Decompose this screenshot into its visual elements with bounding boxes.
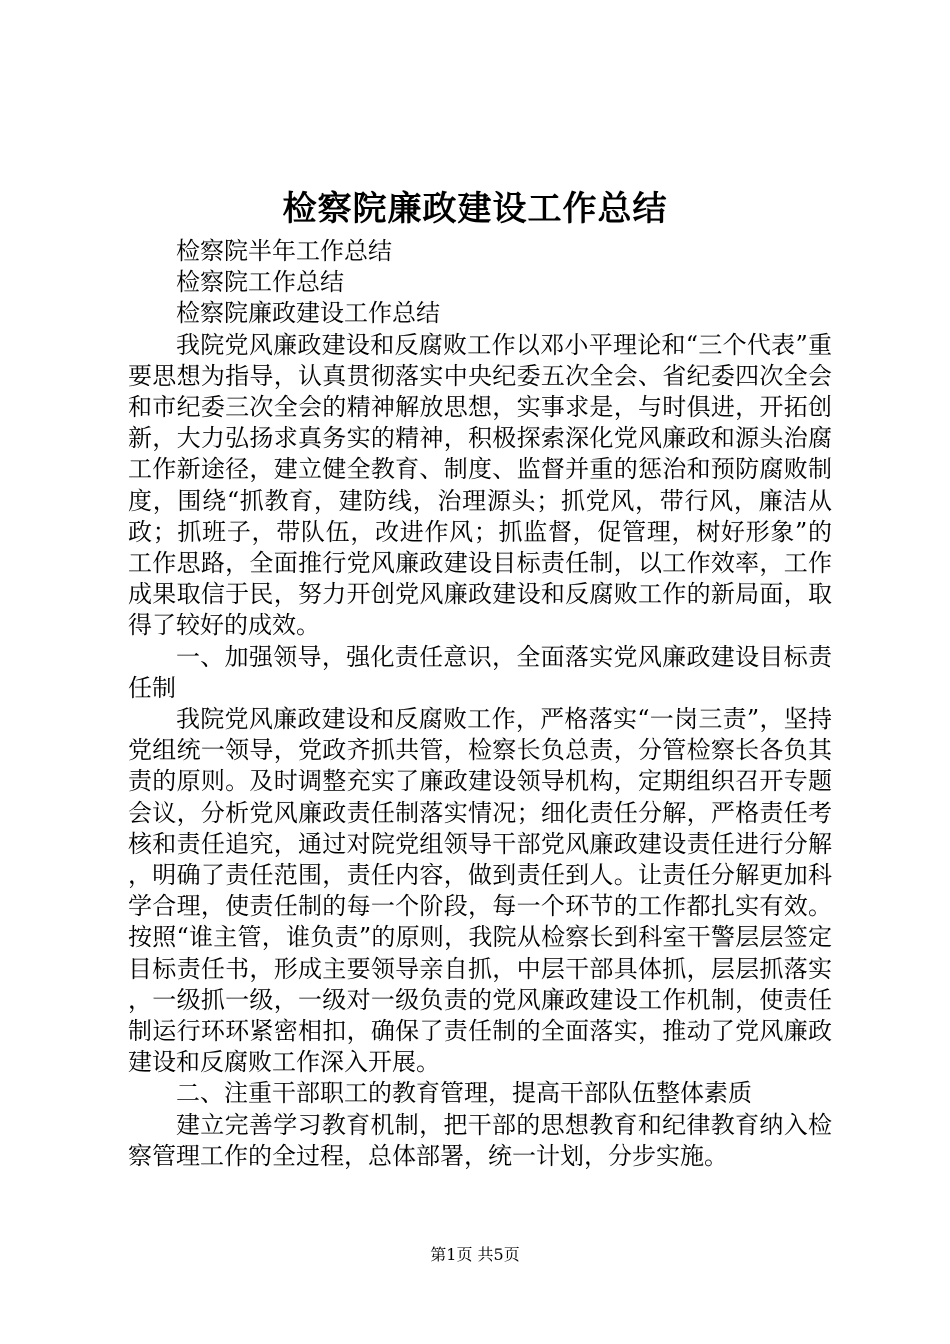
paragraph-section-1: 我院党风廉政建设和反腐败工作，严格落实“一岗三责”，坚持党组统一领导，党政齐抓共管，检察长负总责，分管检察长各负其责的原则。及时调整充实了廉政建设领导机构，定期组织召开专题会议，分析党风廉政责任制落实情况；细化责任分解，严格责任考核和责任追究，通过对院党组领导干部党风廉政建设责任进行分解，明确了责任范围，责任内容，做到责任到人。让责任分解更加科学合理，使责任制的每一个阶段，每一个环节的工作都扎实有效。按照“谁主管，谁负责”的原则，我院从检察长到科室干警层层签定目标责任书，形成主要领导亲自抓，中层干部具体抓，层层抓落实，一级抓一级，一级对一级负责的党风廉政建设工作机制，使责任制运行环环紧密相扣，确保了责任制的全面落实，推动了党风廉政建设和反腐败工作深入开展。 — [128, 705, 832, 1077]
document-title: 检察院廉政建设工作总结 — [282, 189, 668, 229]
paragraph-subtitle-3: 检察院廉政建设工作总结 — [176, 299, 440, 328]
document-body — [128, 236, 832, 1172]
section-heading-1: 一、加强领导，强化责任意识，全面落实党风廉政建设目标责任制 — [128, 642, 832, 702]
paragraph-section-2: 建立完善学习教育机制，把干部的思想教育和纪律教育纳入检察管理工作的全过程，总体部署，统一计划，分步实施。 — [128, 1110, 832, 1170]
page-footer: 第1页 共5页 — [430, 1245, 520, 1264]
paragraph-intro: 我院党风廉政建设和反腐败工作以邓小平理论和“三个代表”重要思想为指导，认真贯彻落实中央纪委五次全会、省纪委四次全会和市纪委三次全会的精神解放思想，实事求是，与时俱进，开拓创新，大力弘扬求真务实的精神，积极探索深化党风廉政和源头治腐工作新途径，建立健全教育、制度、监督并重的惩治和预防腐败制度，围绕“抓教育，建防线，治理源头；抓党风，带行风，廉洁从政；抓班子，带队伍，改进作风；抓监督，促管理，树好形象”的工作思路，全面推行党风廉政建设目标责任制，以工作效率，工作成果取信于民，努力开创党风廉政建设和反腐败工作的新局面，取得了较好的成效。 — [128, 330, 832, 640]
paragraph-subtitle-1: 检察院半年工作总结 — [176, 237, 392, 265]
section-heading-2: 二、注重干部职工的教育管理，提高干部队伍整体素质 — [176, 1079, 752, 1108]
paragraph-subtitle-2: 检察院工作总结 — [176, 268, 344, 297]
